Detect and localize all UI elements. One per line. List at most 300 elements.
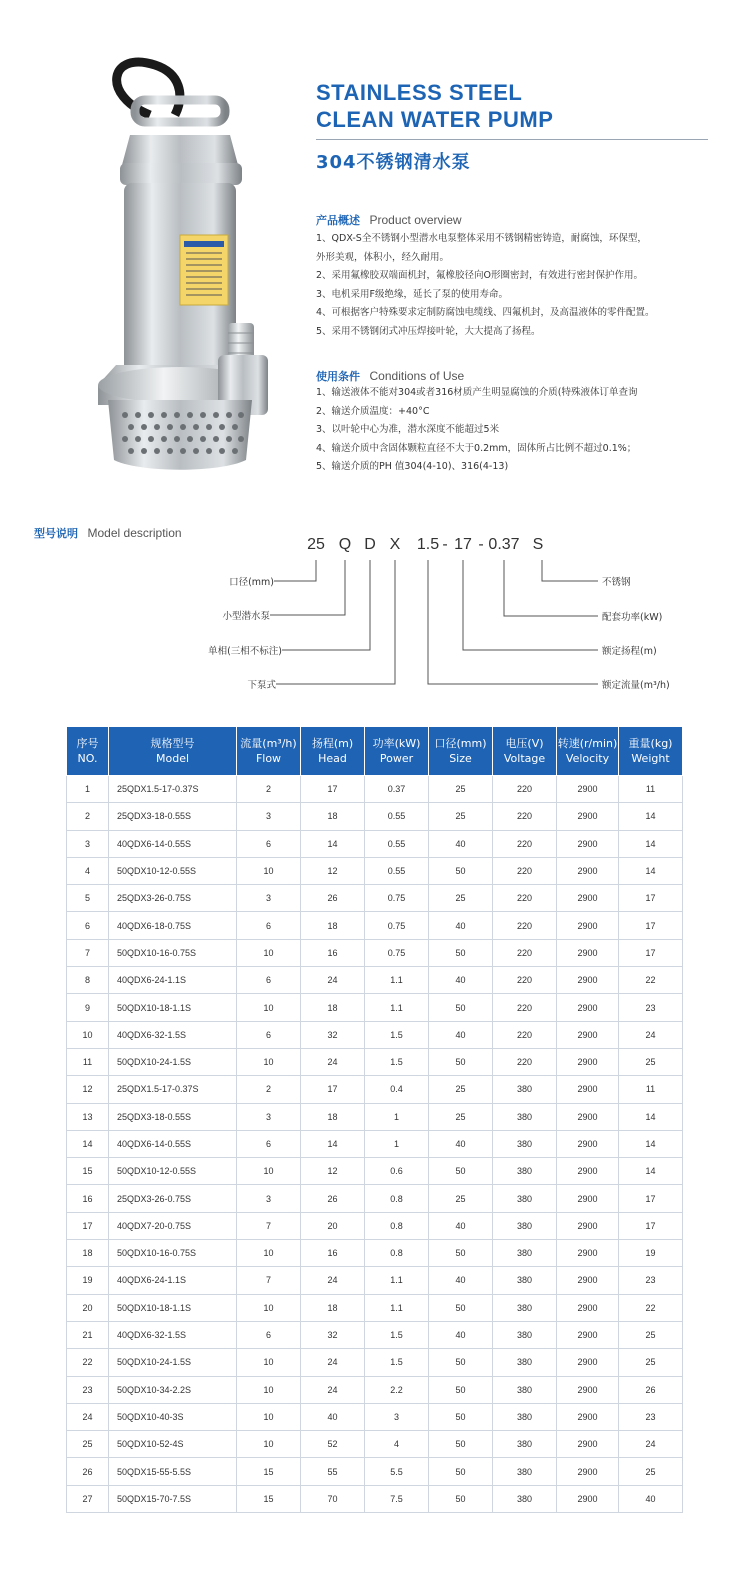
- cell-head: 12: [301, 857, 365, 884]
- cell-model: 40QDX6-24-1.1S: [109, 1267, 237, 1294]
- column-header-en: Power: [379, 752, 414, 765]
- cell-no: 9: [67, 994, 109, 1021]
- cell-head: 24: [301, 1376, 365, 1403]
- cell-head: 14: [301, 1130, 365, 1157]
- cell-model: 40QDX6-24-1.1S: [109, 967, 237, 994]
- cell-no: 27: [67, 1485, 109, 1512]
- cell-flow: 10: [237, 939, 301, 966]
- cell-power: 1: [365, 1130, 429, 1157]
- cell-size: 50: [429, 1485, 493, 1512]
- cell-size: 25: [429, 1103, 493, 1130]
- cell-head: 32: [301, 1021, 365, 1048]
- cell-power: 1.1: [365, 1294, 429, 1321]
- table-row: [67, 1431, 683, 1458]
- code-dash-2: -: [478, 536, 484, 553]
- conditions-item: 2、输送介质温度：+40°C: [316, 405, 430, 417]
- cell-power: 0.8: [365, 1212, 429, 1239]
- column-header-head: [301, 727, 365, 776]
- cell-velocity: 2900: [557, 1458, 619, 1485]
- cell-head: 40: [301, 1403, 365, 1430]
- cell-no: 4: [67, 857, 109, 884]
- overview-item: 外形美观，体积小，经久耐用。: [316, 251, 450, 263]
- cell-power: 0.75: [365, 939, 429, 966]
- cell-no: 23: [67, 1376, 109, 1403]
- cell-flow: 10: [237, 1349, 301, 1376]
- cell-power: 1.5: [365, 1021, 429, 1048]
- cell-no: 14: [67, 1130, 109, 1157]
- cell-flow: 6: [237, 830, 301, 857]
- cell-weight: 23: [619, 1267, 683, 1294]
- cell-flow: 10: [237, 1158, 301, 1185]
- cell-model: 50QDX10-24-1.5S: [109, 1349, 237, 1376]
- cell-weight: 17: [619, 912, 683, 939]
- cell-flow: 6: [237, 967, 301, 994]
- cell-voltage: 380: [493, 1130, 557, 1157]
- label-flow: 额定流量(m³/h): [602, 680, 670, 691]
- cell-weight: 11: [619, 776, 683, 803]
- table-row: [67, 1294, 683, 1321]
- column-header-en: Voltage: [503, 752, 546, 765]
- table-row: [67, 1021, 683, 1048]
- cell-no: 19: [67, 1267, 109, 1294]
- cell-voltage: 380: [493, 1349, 557, 1376]
- cell-no: 2: [67, 803, 109, 830]
- cell-power: 1.5: [365, 1349, 429, 1376]
- overview-list: [316, 230, 655, 342]
- cell-head: 70: [301, 1485, 365, 1512]
- cell-flow: 15: [237, 1485, 301, 1512]
- conditions-heading-en: Conditions of Use: [369, 369, 465, 383]
- cell-head: 18: [301, 803, 365, 830]
- cell-weight: 26: [619, 1376, 683, 1403]
- cell-model: 50QDX10-52-4S: [109, 1431, 237, 1458]
- table-row: [67, 1158, 683, 1185]
- cell-head: 55: [301, 1458, 365, 1485]
- cell-size: 40: [429, 1267, 493, 1294]
- cell-velocity: 2900: [557, 1240, 619, 1267]
- column-header-velocity: [557, 727, 619, 776]
- cell-voltage: 220: [493, 912, 557, 939]
- cell-flow: 7: [237, 1267, 301, 1294]
- cell-head: 24: [301, 967, 365, 994]
- cell-velocity: 2900: [557, 1485, 619, 1512]
- cell-velocity: 2900: [557, 830, 619, 857]
- cell-head: 18: [301, 994, 365, 1021]
- cell-model: 40QDX6-32-1.5S: [109, 1021, 237, 1048]
- code-head: 17: [454, 536, 472, 553]
- cell-no: 7: [67, 939, 109, 966]
- column-header-cn: 流量(m³/h): [240, 737, 297, 750]
- table-row: [67, 1103, 683, 1130]
- table-row: [67, 1267, 683, 1294]
- cell-flow: 10: [237, 857, 301, 884]
- label-bottom-pump: 下泵式: [247, 680, 276, 691]
- model-desc-heading-cn: 型号说明: [34, 527, 78, 540]
- column-header-cn: 重量(kg): [628, 737, 673, 750]
- cell-power: 1: [365, 1103, 429, 1130]
- cell-head: 14: [301, 830, 365, 857]
- cell-velocity: 2900: [557, 1158, 619, 1185]
- overview-item: 3、电机采用F级绝缘，延长了泵的使用寿命。: [316, 288, 509, 300]
- cell-flow: 10: [237, 1294, 301, 1321]
- cell-weight: 40: [619, 1485, 683, 1512]
- cell-size: 50: [429, 1240, 493, 1267]
- cell-weight: 24: [619, 1431, 683, 1458]
- cell-power: 0.55: [365, 857, 429, 884]
- cell-flow: 10: [237, 1048, 301, 1075]
- cell-power: 0.6: [365, 1158, 429, 1185]
- cell-flow: 3: [237, 885, 301, 912]
- cell-power: 0.75: [365, 885, 429, 912]
- cell-power: 5.5: [365, 1458, 429, 1485]
- cell-size: 40: [429, 912, 493, 939]
- cell-power: 1.5: [365, 1048, 429, 1075]
- cell-velocity: 2900: [557, 1267, 619, 1294]
- cell-flow: 15: [237, 1458, 301, 1485]
- model-desc-heading-en: Model description: [87, 526, 182, 540]
- model-desc-heading: [34, 525, 182, 541]
- cell-velocity: 2900: [557, 1076, 619, 1103]
- cell-velocity: 2900: [557, 1376, 619, 1403]
- cell-flow: 10: [237, 994, 301, 1021]
- cell-flow: 2: [237, 1076, 301, 1103]
- cell-head: 52: [301, 1431, 365, 1458]
- cell-no: 20: [67, 1294, 109, 1321]
- overview-heading-cn: 产品概述: [316, 214, 360, 227]
- cell-size: 50: [429, 939, 493, 966]
- cell-weight: 14: [619, 1103, 683, 1130]
- cell-velocity: 2900: [557, 1103, 619, 1130]
- table-row: [67, 1048, 683, 1075]
- table-row: [67, 885, 683, 912]
- overview-item: 2、采用氟橡胶双端面机封，氟橡胶径向O形圈密封，有效进行密封保护作用。: [316, 270, 644, 282]
- title-cn: 304不锈钢清水泵: [316, 152, 471, 173]
- cell-weight: 25: [619, 1048, 683, 1075]
- table-body: [67, 776, 683, 1513]
- cell-model: 50QDX10-40-3S: [109, 1403, 237, 1430]
- cell-size: 25: [429, 776, 493, 803]
- spec-table: [66, 726, 683, 1513]
- cell-velocity: 2900: [557, 1349, 619, 1376]
- conditions-item: 4、输送介质中含固体颗粒直径不大于0.2mm，固体所占比例不超过0.1%；: [316, 442, 637, 454]
- cell-model: 40QDX6-18-0.75S: [109, 912, 237, 939]
- cell-head: 24: [301, 1349, 365, 1376]
- cell-power: 0.75: [365, 912, 429, 939]
- cell-model: 50QDX10-16-0.75S: [109, 1240, 237, 1267]
- cell-head: 16: [301, 939, 365, 966]
- cell-power: 0.8: [365, 1185, 429, 1212]
- cell-weight: 11: [619, 1076, 683, 1103]
- cell-flow: 10: [237, 1403, 301, 1430]
- table-row: [67, 1240, 683, 1267]
- cell-no: 22: [67, 1349, 109, 1376]
- cell-model: 25QDX1.5-17-0.37S: [109, 1076, 237, 1103]
- cell-weight: 17: [619, 939, 683, 966]
- cell-power: 3: [365, 1403, 429, 1430]
- cell-no: 21: [67, 1321, 109, 1348]
- cell-size: 40: [429, 830, 493, 857]
- cell-velocity: 2900: [557, 885, 619, 912]
- cell-voltage: 220: [493, 830, 557, 857]
- cell-power: 0.37: [365, 776, 429, 803]
- cell-velocity: 2900: [557, 1294, 619, 1321]
- cell-power: 0.4: [365, 1076, 429, 1103]
- table-header-row: [67, 727, 683, 776]
- code-x: X: [389, 536, 401, 553]
- cell-voltage: 380: [493, 1376, 557, 1403]
- cell-head: 18: [301, 1294, 365, 1321]
- cell-no: 10: [67, 1021, 109, 1048]
- cell-size: 50: [429, 1376, 493, 1403]
- conditions-item: 5、输送介质的PH 值304(4-10)、316(4-13): [316, 461, 509, 473]
- cell-velocity: 2900: [557, 1048, 619, 1075]
- overview-heading: [316, 212, 462, 228]
- cell-no: 24: [67, 1403, 109, 1430]
- cell-voltage: 380: [493, 1158, 557, 1185]
- cell-flow: 3: [237, 1103, 301, 1130]
- cell-voltage: 380: [493, 1431, 557, 1458]
- cell-head: 18: [301, 1103, 365, 1130]
- cell-size: 50: [429, 1403, 493, 1430]
- cell-velocity: 2900: [557, 912, 619, 939]
- label-single-phase: 单相(三相不标注): [208, 646, 282, 657]
- cell-no: 18: [67, 1240, 109, 1267]
- cell-model: 50QDX10-24-1.5S: [109, 1048, 237, 1075]
- cell-model: 50QDX10-12-0.55S: [109, 857, 237, 884]
- cell-no: 5: [67, 885, 109, 912]
- cell-weight: 14: [619, 1158, 683, 1185]
- label-head: 额定扬程(m): [602, 646, 657, 657]
- cell-weight: 17: [619, 885, 683, 912]
- table-row: [67, 1485, 683, 1512]
- cell-weight: 14: [619, 857, 683, 884]
- table-row: [67, 1349, 683, 1376]
- overview-heading-en: Product overview: [369, 213, 462, 227]
- cell-velocity: 2900: [557, 1185, 619, 1212]
- conditions-heading-cn: 使用条件: [316, 370, 360, 383]
- cell-head: 17: [301, 776, 365, 803]
- column-header-cn: 转速(r/min): [557, 737, 618, 750]
- column-header-power: [365, 727, 429, 776]
- cell-voltage: 220: [493, 967, 557, 994]
- column-header-cn: 电压(V): [505, 737, 544, 750]
- cell-power: 1.5: [365, 1321, 429, 1348]
- cell-no: 16: [67, 1185, 109, 1212]
- cell-voltage: 380: [493, 1185, 557, 1212]
- cell-size: 50: [429, 994, 493, 1021]
- table-row: [67, 1076, 683, 1103]
- cell-flow: 10: [237, 1376, 301, 1403]
- cell-power: 2.2: [365, 1376, 429, 1403]
- column-header-cn: 序号: [76, 737, 99, 750]
- cell-velocity: 2900: [557, 1431, 619, 1458]
- table-row: [67, 967, 683, 994]
- label-stainless: 不锈钢: [602, 577, 631, 588]
- cell-head: 26: [301, 1185, 365, 1212]
- table-row: [67, 1185, 683, 1212]
- code-power: 0.37: [488, 536, 520, 553]
- overview-item: 4、可根据客户特殊要求定制防腐蚀电缆线、四氟机封，及高温液体的零件配置。: [316, 307, 655, 319]
- cell-voltage: 220: [493, 776, 557, 803]
- cell-model: 50QDX15-70-7.5S: [109, 1485, 237, 1512]
- column-header-en: Model: [155, 752, 190, 765]
- cell-power: 4: [365, 1431, 429, 1458]
- cell-model: 50QDX10-16-0.75S: [109, 939, 237, 966]
- column-header-en: Flow: [255, 752, 282, 765]
- conditions-heading: [316, 368, 464, 384]
- column-header-model: [109, 727, 237, 776]
- cell-voltage: 380: [493, 1103, 557, 1130]
- cell-size: 50: [429, 1458, 493, 1485]
- cell-flow: 7: [237, 1212, 301, 1239]
- cell-voltage: 380: [493, 1076, 557, 1103]
- cell-velocity: 2900: [557, 994, 619, 1021]
- cell-head: 17: [301, 1076, 365, 1103]
- label-caliber: 口径(mm): [229, 577, 274, 588]
- cell-flow: 3: [237, 1185, 301, 1212]
- cell-voltage: 220: [493, 1021, 557, 1048]
- cell-velocity: 2900: [557, 1130, 619, 1157]
- code-caliber: 25: [307, 536, 325, 553]
- cell-size: 40: [429, 1212, 493, 1239]
- cell-size: 50: [429, 1294, 493, 1321]
- cell-velocity: 2900: [557, 1403, 619, 1430]
- cell-head: 32: [301, 1321, 365, 1348]
- cell-voltage: 380: [493, 1240, 557, 1267]
- cell-power: 0.55: [365, 803, 429, 830]
- cell-power: 1.1: [365, 994, 429, 1021]
- cell-flow: 6: [237, 1130, 301, 1157]
- code-material: S: [532, 536, 544, 553]
- cell-flow: 3: [237, 803, 301, 830]
- column-header-voltage: [493, 727, 557, 776]
- cell-weight: 17: [619, 1185, 683, 1212]
- cell-head: 24: [301, 1048, 365, 1075]
- code-dash-1: -: [442, 536, 448, 553]
- column-header-en: Size: [449, 752, 472, 765]
- cell-flow: 6: [237, 1021, 301, 1048]
- table-row: [67, 830, 683, 857]
- label-small-submersible: 小型潜水泵: [222, 611, 270, 622]
- cell-size: 25: [429, 1185, 493, 1212]
- cell-weight: 25: [619, 1321, 683, 1348]
- cell-weight: 25: [619, 1458, 683, 1485]
- cell-weight: 25: [619, 1349, 683, 1376]
- column-header-no: [67, 727, 109, 776]
- cell-voltage: 220: [493, 1048, 557, 1075]
- cell-weight: 23: [619, 1403, 683, 1430]
- cell-velocity: 2900: [557, 1021, 619, 1048]
- cell-voltage: 380: [493, 1485, 557, 1512]
- cell-no: 11: [67, 1048, 109, 1075]
- cell-size: 50: [429, 1431, 493, 1458]
- cell-size: 40: [429, 1130, 493, 1157]
- cell-no: 15: [67, 1158, 109, 1185]
- cell-model: 40QDX6-14-0.55S: [109, 830, 237, 857]
- cell-model: 40QDX6-32-1.5S: [109, 1321, 237, 1348]
- cell-size: 40: [429, 1021, 493, 1048]
- cell-model: 40QDX6-14-0.55S: [109, 1130, 237, 1157]
- cell-voltage: 380: [493, 1267, 557, 1294]
- cell-voltage: 380: [493, 1458, 557, 1485]
- column-header-cn: 规格型号: [150, 737, 195, 750]
- cell-size: 50: [429, 857, 493, 884]
- cell-size: 50: [429, 1158, 493, 1185]
- cell-flow: 2: [237, 776, 301, 803]
- cell-model: 50QDX10-18-1.1S: [109, 1294, 237, 1321]
- cell-no: 1: [67, 776, 109, 803]
- cell-power: 0.8: [365, 1240, 429, 1267]
- column-header-size: [429, 727, 493, 776]
- cell-no: 13: [67, 1103, 109, 1130]
- overview-item: 5、采用不锈钢闭式冲压焊接叶轮，大大提高了扬程。: [316, 325, 541, 337]
- cell-no: 26: [67, 1458, 109, 1485]
- column-header-weight: [619, 727, 683, 776]
- table-row: [67, 857, 683, 884]
- cell-no: 17: [67, 1212, 109, 1239]
- cell-flow: 6: [237, 912, 301, 939]
- cell-weight: 14: [619, 1130, 683, 1157]
- cell-model: 25QDX3-18-0.55S: [109, 803, 237, 830]
- cell-flow: 10: [237, 1240, 301, 1267]
- cell-model: 50QDX10-18-1.1S: [109, 994, 237, 1021]
- code-d: D: [364, 536, 376, 553]
- cell-power: 0.55: [365, 830, 429, 857]
- cell-no: 25: [67, 1431, 109, 1458]
- cell-head: 24: [301, 1267, 365, 1294]
- cell-head: 12: [301, 1158, 365, 1185]
- title-en-line1: STAINLESS STEEL: [316, 80, 523, 105]
- cell-model: 25QDX3-26-0.75S: [109, 885, 237, 912]
- cell-no: 12: [67, 1076, 109, 1103]
- table-row: [67, 1212, 683, 1239]
- cell-weight: 24: [619, 1021, 683, 1048]
- cell-weight: 14: [619, 830, 683, 857]
- cell-head: 26: [301, 885, 365, 912]
- column-header-cn: 扬程(m): [311, 737, 354, 750]
- column-header-en: Head: [318, 752, 347, 765]
- label-power: 配套功率(kW): [602, 612, 663, 623]
- cell-velocity: 2900: [557, 857, 619, 884]
- table-row: [67, 1458, 683, 1485]
- table-row: [67, 1403, 683, 1430]
- table-row: [67, 912, 683, 939]
- cell-model: 50QDX15-55-5.5S: [109, 1458, 237, 1485]
- cell-voltage: 380: [493, 1321, 557, 1348]
- table-row: [67, 1376, 683, 1403]
- column-header-en: Weight: [631, 752, 670, 765]
- cell-voltage: 220: [493, 885, 557, 912]
- column-header-cn: 口径(mm): [434, 737, 487, 750]
- column-header-en: NO.: [77, 752, 98, 765]
- cell-size: 40: [429, 967, 493, 994]
- cell-weight: 17: [619, 1212, 683, 1239]
- cell-voltage: 380: [493, 1212, 557, 1239]
- code-q: Q: [338, 536, 352, 553]
- cell-no: 8: [67, 967, 109, 994]
- cell-velocity: 2900: [557, 939, 619, 966]
- cell-flow: 10: [237, 1431, 301, 1458]
- cell-voltage: 220: [493, 939, 557, 966]
- title-divider: [316, 139, 708, 140]
- cell-no: 6: [67, 912, 109, 939]
- cell-size: 25: [429, 885, 493, 912]
- cell-voltage: 220: [493, 994, 557, 1021]
- cell-power: 1.1: [365, 1267, 429, 1294]
- code-flow: 1.5: [416, 536, 440, 553]
- title-en-line2: CLEAN WATER PUMP: [316, 107, 554, 132]
- conditions-list: [316, 384, 638, 477]
